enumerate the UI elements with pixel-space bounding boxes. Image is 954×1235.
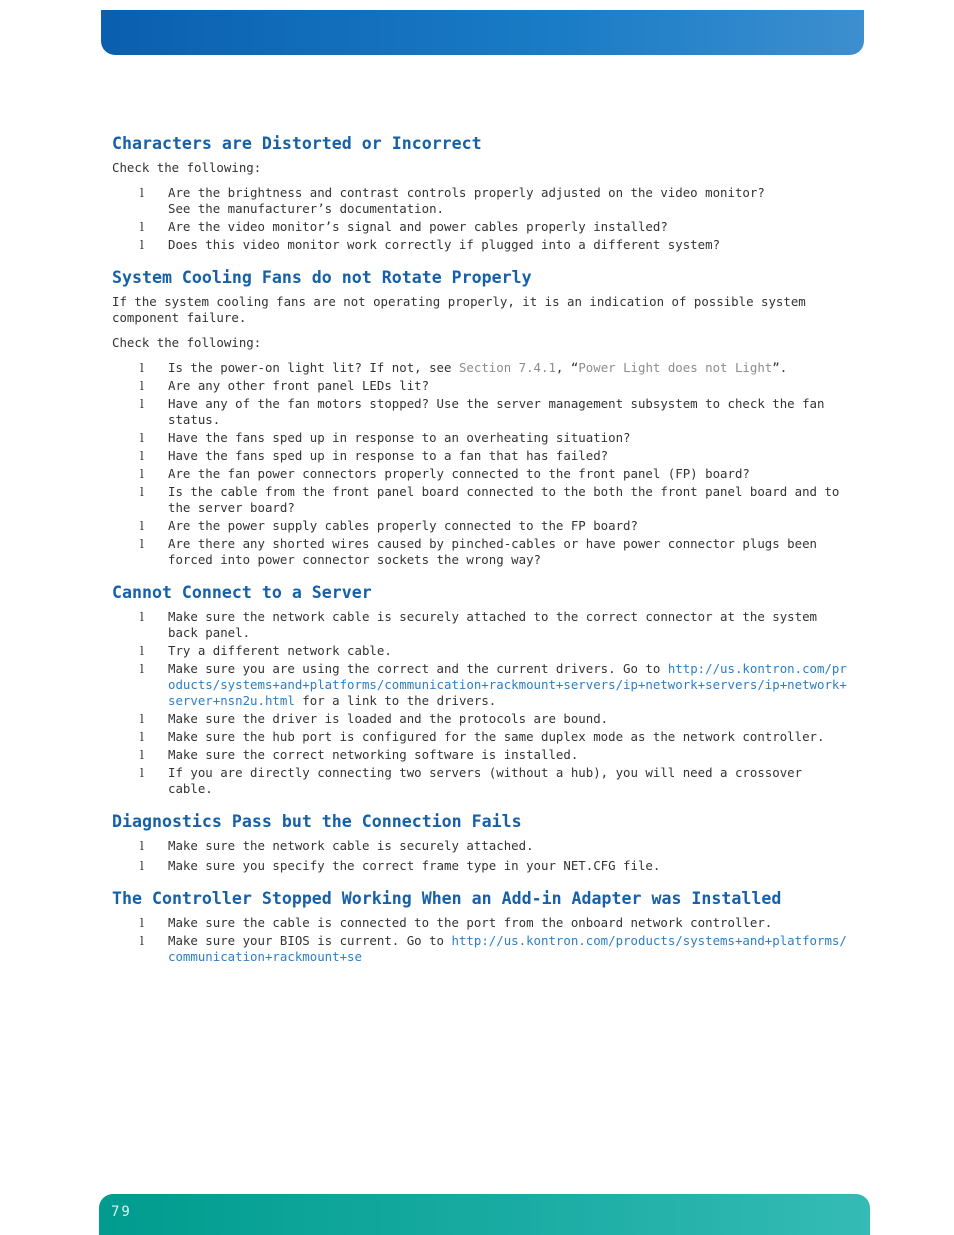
list-item xyxy=(112,661,847,709)
drivers-link[interactable]: http://us.kontron.com/products/systems+and+platforms/communication+rackmount+servers/ip+network+servers/ip+network+server+nsn2u.html xyxy=(168,661,847,708)
list-item xyxy=(112,838,847,854)
item-text: Are the video monitor’s signal and power cables properly installed? xyxy=(168,219,668,234)
bullet-icon: l xyxy=(140,397,144,411)
list-item xyxy=(112,711,847,727)
list-item xyxy=(112,729,847,745)
bullet-icon: l xyxy=(140,730,144,744)
bios-link[interactable]: http://us.kontron.com/products/systems+and+platforms/communication+rackmount+se xyxy=(168,933,847,964)
section-heading: The Controller Stopped Working When an Add-in Adapter was Installed xyxy=(112,889,782,908)
item-text: , “ xyxy=(555,360,579,375)
list-item xyxy=(112,430,847,446)
item-text: Have the fans sped up in response to a fan that has failed? xyxy=(168,448,609,463)
item-text: Make sure the hub port is configured for the same duplex mode as the network controller. xyxy=(168,729,825,744)
list-item xyxy=(112,360,847,376)
item-text: Make sure the cable is connected to the port from the onboard network controller. xyxy=(168,915,773,930)
bullet-icon: l xyxy=(140,712,144,726)
item-text: Make sure the network cable is securely attached. xyxy=(168,838,534,853)
item-text: Have the fans sped up in response to an overheating situation? xyxy=(168,430,631,445)
bullet-icon: l xyxy=(140,662,144,676)
item-text: Make sure the correct networking software is installed. xyxy=(168,747,579,762)
list-item xyxy=(112,484,847,516)
bullet-icon: l xyxy=(140,467,144,481)
header-banner xyxy=(101,10,864,55)
item-text: Have any of the fan motors stopped? Use the server management subsystem to check the fan status. xyxy=(168,396,825,427)
page-number: 79 xyxy=(111,1204,132,1220)
bullet-icon: l xyxy=(140,748,144,762)
bullet-icon: l xyxy=(140,839,144,853)
bullet-icon: l xyxy=(140,537,144,551)
item-text: ”. xyxy=(772,360,788,375)
bullet-icon: l xyxy=(140,934,144,948)
bullet-icon: l xyxy=(140,379,144,393)
list-item xyxy=(112,185,847,217)
checklist xyxy=(112,185,847,253)
list-item xyxy=(112,915,847,931)
item-text: If you are directly connecting two servers (without a hub), you will need a crossover cable. xyxy=(168,765,803,796)
list-item xyxy=(112,747,847,763)
section-reference-title[interactable]: Power Light does not Light xyxy=(578,360,773,375)
item-text: Make sure your BIOS is current. Go to xyxy=(168,933,452,948)
item-text: Is the power-on light lit? If not, see xyxy=(168,360,459,375)
list-item xyxy=(112,219,847,235)
item-text: for a link to the drivers. xyxy=(294,693,497,708)
list-item xyxy=(112,396,847,428)
item-text: Make sure the driver is loaded and the protocols are bound. xyxy=(168,711,609,726)
item-text: Are there any shorted wires caused by pinched-cables or have power connector plugs been forced into power connector sockets the wrong way? xyxy=(168,536,818,567)
item-text: Are the fan power connectors properly connected to the front panel (FP) board? xyxy=(168,466,750,481)
list-item xyxy=(112,518,847,534)
list-item xyxy=(112,237,847,253)
checklist xyxy=(112,360,847,568)
list-item xyxy=(112,609,847,641)
section-heading: Diagnostics Pass but the Connection Fails xyxy=(112,812,522,831)
section-heading: Characters are Distorted or Incorrect xyxy=(112,134,482,153)
item-text: Try a different network cable. xyxy=(168,643,392,658)
item-note: See the manufacturer’s documentation. xyxy=(168,201,445,216)
section-heading: System Cooling Fans do not Rotate Properly xyxy=(112,268,532,287)
section-reference-link[interactable]: Section 7.4.1 xyxy=(458,360,556,375)
footer-banner xyxy=(99,1194,870,1235)
item-text: Are the power supply cables properly connected to the FP board? xyxy=(168,518,638,533)
list-item xyxy=(112,933,847,965)
checklist xyxy=(112,915,847,965)
list-item xyxy=(112,466,847,482)
list-item xyxy=(112,643,847,659)
bullet-icon: l xyxy=(140,644,144,658)
item-text: Are any other front panel LEDs lit? xyxy=(168,378,430,393)
bullet-icon: l xyxy=(140,485,144,499)
list-item xyxy=(112,536,847,568)
bullet-icon: l xyxy=(140,519,144,533)
list-item xyxy=(112,378,847,394)
bullet-icon: l xyxy=(140,186,144,200)
list-item xyxy=(112,448,847,464)
checklist xyxy=(112,609,847,797)
item-text: Is the cable from the front panel board connected to the both the front panel board and to the server board? xyxy=(168,484,840,515)
bullet-icon: l xyxy=(140,766,144,780)
checklist xyxy=(112,838,847,874)
intro-text: Check the following: xyxy=(112,160,262,175)
bullet-icon: l xyxy=(140,610,144,624)
paragraph-text: If the system cooling fans are not operating properly, it is an indication of possible system component failure. xyxy=(112,294,806,325)
bullet-icon: l xyxy=(140,449,144,463)
list-item xyxy=(112,765,847,797)
bullet-icon: l xyxy=(140,238,144,252)
list-item xyxy=(112,858,847,874)
bullet-icon: l xyxy=(140,361,144,375)
item-text: Make sure you specify the correct frame type in your NET.CFG file. xyxy=(168,858,661,873)
page-content xyxy=(112,134,847,980)
bullet-icon: l xyxy=(140,916,144,930)
section-heading: Cannot Connect to a Server xyxy=(112,583,372,602)
item-text: Does this video monitor work correctly if plugged into a different system? xyxy=(168,237,721,252)
bullet-icon: l xyxy=(140,220,144,234)
item-text: Make sure the network cable is securely attached to the correct connector at the system back panel. xyxy=(168,609,818,640)
bullet-icon: l xyxy=(140,859,144,873)
item-text: Are the brightness and contrast controls properly adjusted on the video monitor? xyxy=(168,185,765,200)
bullet-icon: l xyxy=(140,431,144,445)
item-text: Make sure you are using the correct and the current drivers. Go to xyxy=(168,661,668,676)
intro-text: Check the following: xyxy=(112,335,262,350)
